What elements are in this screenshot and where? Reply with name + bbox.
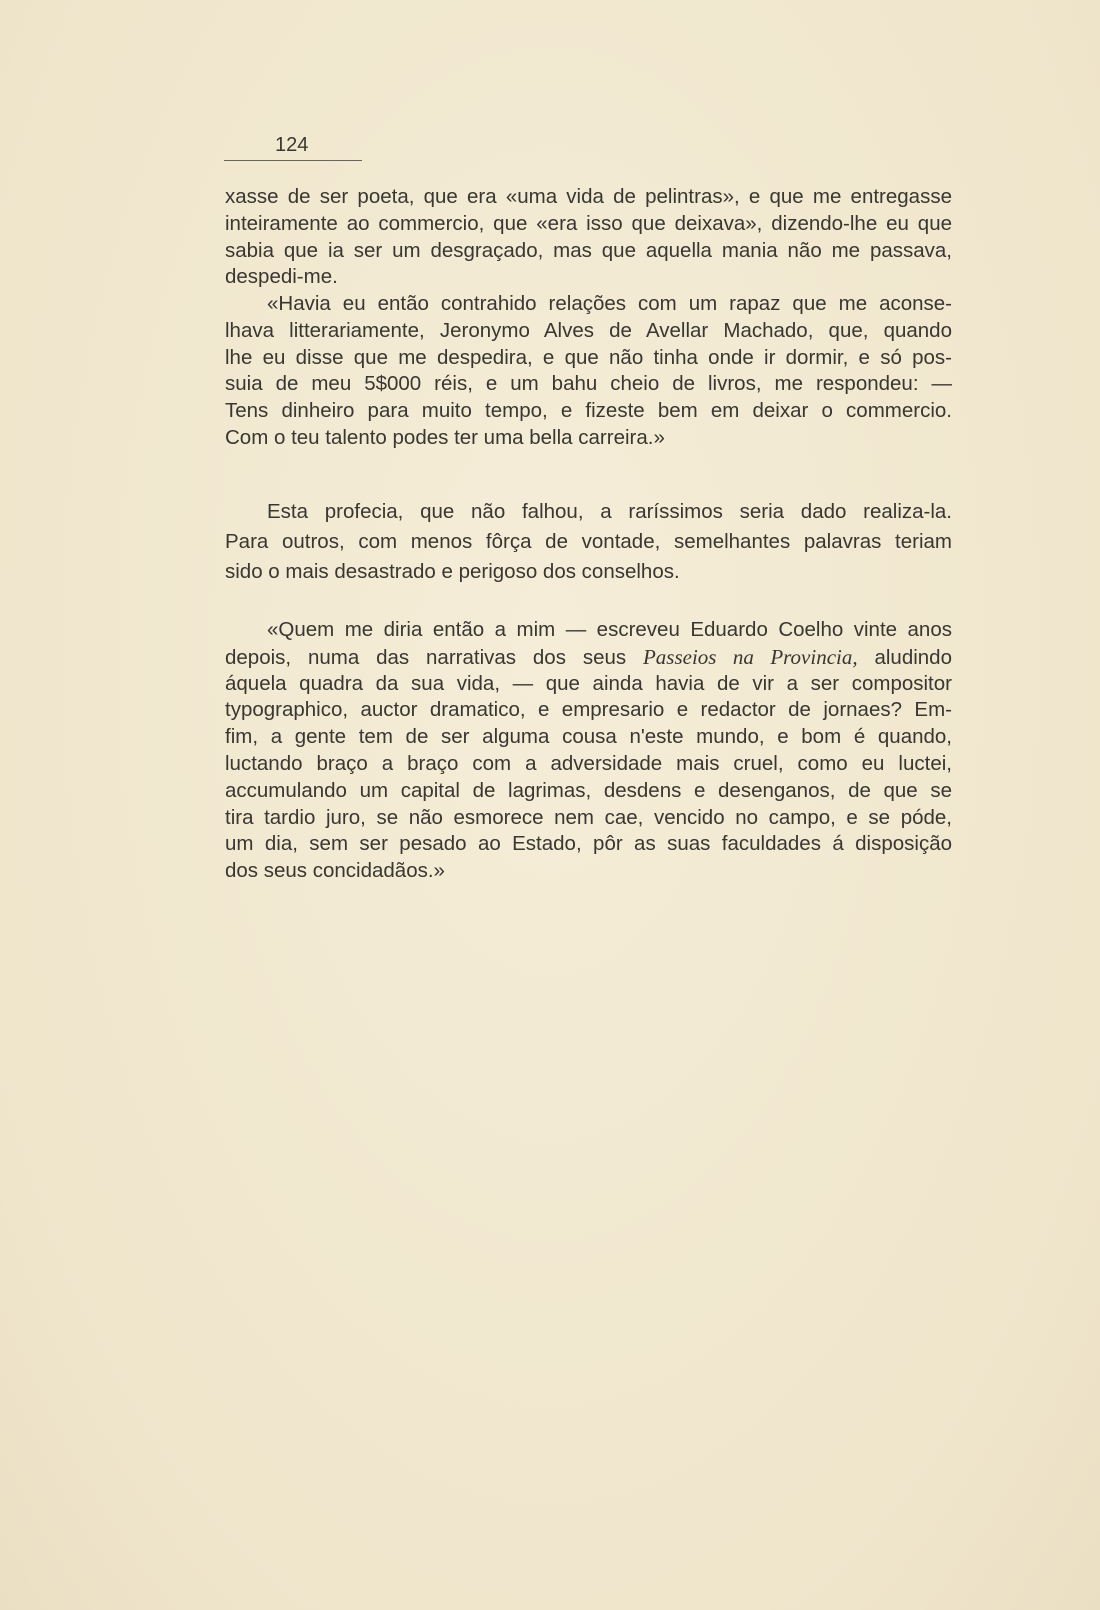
text-line: suia de meu 5$000 réis, e um bahu cheio de livros, me respondeu: —: [225, 372, 952, 396]
text-line: dos seus concidadãos.»: [225, 859, 445, 883]
text-line: lhe eu disse que me despedira, e que não tinha onde ir dormir, e só pos-: [225, 345, 952, 369]
text-line: um dia, sem ser pesado ao Estado, pôr as suas faculdades á disposição: [225, 832, 952, 856]
paragraph-1: [225, 184, 952, 291]
text-line: tira tardio juro, se não esmorece nem cae, vencido no campo, e se póde,: [225, 805, 952, 829]
text-segment: aludindo: [857, 645, 952, 669]
text-line: despedi-me.: [225, 265, 338, 289]
text-line: Com o teu talento podes ter uma bella carreira.»: [225, 425, 665, 449]
text-line: [225, 644, 952, 671]
text-line: Esta profecia, que não falhou, a raríssimos seria dado realiza-la.: [267, 500, 952, 523]
header-rule: [224, 160, 362, 161]
text-line: Tens dinheiro para muito tempo, e fizeste bem em deixar o commercio.: [225, 399, 952, 423]
text-line: inteiramente ao commercio, que «era isso que deixava», dizendo-lhe eu que: [225, 211, 952, 235]
text-line: accumulando um capital de lagrimas, desdens e desenganos, de que se: [225, 778, 952, 802]
text-line: Para outros, com menos fôrça de vontade, semelhantes palavras teriam: [225, 530, 952, 553]
paragraph-3: [225, 497, 952, 587]
text-line: lhava litterariamente, Jeronymo Alves de Avellar Machado, que, quando: [225, 318, 952, 342]
paragraph-2: [225, 291, 952, 452]
book-title: Passeios na Provincia,: [642, 644, 858, 669]
text-line: fim, a gente tem de ser alguma cousa n'este mundo, e bom é quando,: [225, 725, 952, 749]
text-line: xasse de ser poeta, que era «uma vida de pelintras», e que me entregasse: [225, 185, 952, 208]
page-number: 124: [275, 134, 309, 156]
text-line: «Havia eu então contrahido relações com um rapaz que me aconse-: [267, 292, 952, 315]
text-line: typographico, auctor dramatico, e empresario e redactor de jornaes? Em-: [225, 698, 952, 722]
text-line: sabia que ia ser um desgraçado, mas que aquella mania não me passava,: [225, 238, 952, 262]
text-segment: depois, numa das narrativas dos seus: [225, 645, 643, 669]
text-line: sido o mais desastrado e perigoso dos conselhos.: [225, 560, 680, 583]
text-line: luctando braço a braço com a adversidade mais cruel, como eu luctei,: [225, 751, 952, 775]
text-line: áquela quadra da sua vida, — que ainda havia de vir a ser compositor: [225, 671, 952, 695]
paragraph-4: [225, 617, 952, 885]
text-line: «Quem me diria então a mim — escreveu Eduardo Coelho vinte anos: [267, 618, 952, 641]
